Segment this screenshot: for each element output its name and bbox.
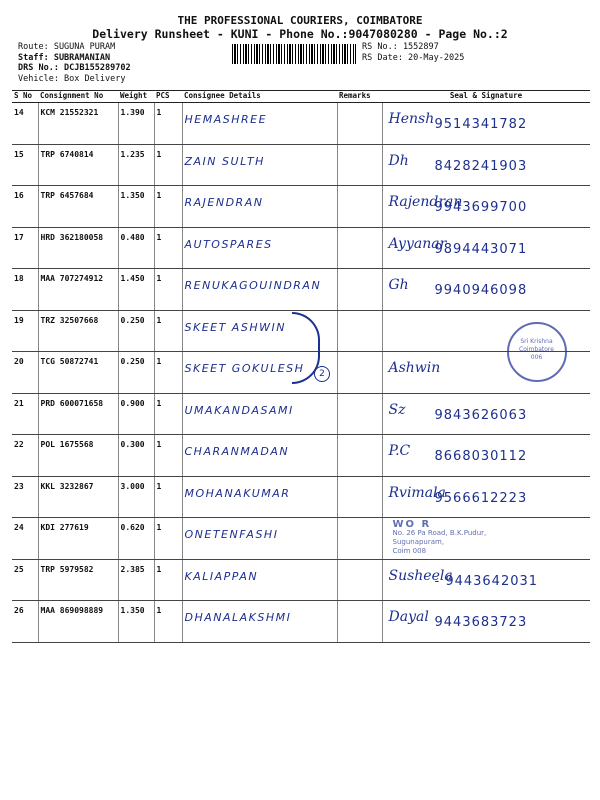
row-consignment: MAA 707274912 — [38, 269, 118, 311]
consignee-name: ONETENFASHI — [184, 528, 279, 541]
row-pcs: 1 — [154, 103, 182, 145]
row-pcs: 1 — [154, 352, 182, 394]
row-remarks — [337, 352, 382, 394]
row-remarks — [337, 269, 382, 311]
table-row — [12, 435, 590, 477]
phone-number: 9894443071 — [434, 241, 528, 257]
consignee-name: HEMASHREE — [184, 113, 268, 126]
barcode — [232, 44, 356, 64]
consignee-name: SKEET GOKULESH — [184, 362, 305, 375]
table-row — [12, 476, 590, 518]
phone-number: 9566612223 — [434, 490, 528, 506]
row-pcs: 1 — [154, 186, 182, 228]
row-weight: 1.350 — [118, 601, 154, 643]
phone-number: 9943699700 — [434, 200, 528, 215]
consignee-name: KALIAPPAN — [184, 569, 259, 583]
table-row — [12, 601, 590, 643]
signature-cell — [385, 338, 589, 393]
row-pcs: 1 — [154, 269, 182, 311]
table-row — [12, 186, 590, 228]
phone-number: - 9443642031 — [434, 573, 539, 589]
consignee-name: AUTOSPARES — [184, 237, 273, 251]
signature-cell — [385, 601, 589, 642]
row-pcs: 1 — [154, 559, 182, 601]
rs-date: RS Date: 20-May-2025 — [362, 52, 465, 63]
row-consignment: MAA 869098889 — [38, 601, 118, 643]
table-row — [12, 393, 590, 435]
signature: Rvimala — [388, 484, 446, 501]
row-sno: 22 — [12, 435, 38, 477]
round-stamp — [507, 322, 567, 382]
row-remarks — [337, 227, 382, 269]
row-sno: 20 — [12, 352, 38, 394]
row-remarks — [337, 186, 382, 228]
stamp-line1: Sri Krishna — [520, 338, 553, 345]
col-sno: S No — [12, 91, 38, 103]
col-details: Consignee Details — [182, 91, 337, 103]
row-consignment: TRP 5979582 — [38, 559, 118, 601]
signature-cell — [385, 269, 589, 310]
signature-cell — [385, 103, 589, 144]
consignee-name: MOHANAKUMAR — [184, 486, 291, 500]
row-weight: 0.250 — [118, 310, 154, 352]
consignee-name: ZAIN SULTH — [184, 154, 265, 168]
signature: Dayal — [388, 609, 429, 625]
row-pcs: 1 — [154, 227, 182, 269]
row-pcs: 1 — [154, 601, 182, 643]
shop-name: WO R — [392, 519, 432, 530]
row-pcs: 1 — [154, 476, 182, 518]
table-row — [12, 559, 590, 601]
row-pcs: 1 — [154, 393, 182, 435]
row-weight: 0.300 — [118, 435, 154, 477]
phone-number: 9843626063 — [434, 407, 528, 423]
row-weight: 0.480 — [118, 227, 154, 269]
row-weight: 1.450 — [118, 269, 154, 311]
consignee-name: RAJENDRAN — [184, 196, 264, 209]
row-remarks — [337, 476, 382, 518]
row-pcs: 1 — [154, 518, 182, 560]
signature-cell — [385, 477, 589, 518]
phone-number: 9940946098 — [434, 283, 528, 298]
meta-right — [362, 42, 464, 63]
row-remarks — [337, 435, 382, 477]
consignee-name: SKEET ASHWIN — [184, 320, 286, 334]
row-sno: 16 — [12, 186, 38, 228]
shop-stamp — [393, 520, 558, 556]
signature-cell — [385, 228, 589, 269]
signature: Hensh — [388, 111, 435, 127]
row-sno: 18 — [12, 269, 38, 311]
signature-cell — [385, 560, 589, 601]
row-sno: 21 — [12, 393, 38, 435]
table-row — [12, 227, 590, 269]
col-seal: Seal & Signature — [382, 91, 590, 103]
phone-number: 8428241903 — [434, 158, 528, 174]
row-sno: 24 — [12, 518, 38, 560]
signature-cell — [385, 186, 589, 227]
signature: Ayyanar — [388, 235, 447, 252]
signature-cell — [385, 518, 589, 559]
shop-addr1: No. 26 Pa Road, B.K.Pudur, — [392, 529, 487, 537]
col-pcs: PCS — [154, 91, 182, 103]
table-row — [12, 144, 590, 186]
signature-cell — [385, 435, 589, 476]
row-remarks — [337, 103, 382, 145]
signature: Dh — [388, 152, 409, 169]
vehicle: Vehicle: Box Delivery — [18, 73, 126, 84]
row-weight: 0.900 — [118, 393, 154, 435]
row-remarks — [337, 518, 382, 560]
route: Route: SUGUNA PURAM — [18, 42, 116, 52]
stamp-line2: Coimbatore — [519, 346, 554, 353]
phone-number: 9514341782 — [434, 117, 528, 132]
stamp-line3: 006 — [530, 354, 543, 361]
signature: P.C — [388, 443, 411, 459]
consignee-name: UMAKANDASAMI — [184, 403, 294, 417]
row-weight: 0.250 — [118, 352, 154, 394]
phone-number: 9443683723 — [434, 615, 528, 630]
meta-left — [18, 42, 131, 84]
phone-number: 8668030112 — [434, 449, 528, 464]
row-consignment: HRD 362180058 — [38, 227, 118, 269]
consignee-name: DHANALAKSHMI — [184, 611, 292, 624]
row-sno: 19 — [12, 310, 38, 352]
row-weight: 0.620 — [118, 518, 154, 560]
row-sno: 17 — [12, 227, 38, 269]
col-remarks: Remarks — [337, 91, 382, 103]
staff: Staff: SUBRAMANIAN — [18, 52, 111, 63]
row-consignment: TCG 50872741 — [38, 352, 118, 394]
row-pcs: 1 — [154, 435, 182, 477]
signature: Susheela — [388, 567, 453, 584]
row-consignment: KKL 3232867 — [38, 476, 118, 518]
col-consignment: Consignment No — [38, 91, 118, 103]
row-remarks — [337, 559, 382, 601]
signature: Gh — [388, 277, 409, 293]
row-weight: 1.390 — [118, 103, 154, 145]
table-row — [12, 103, 590, 145]
table-row — [12, 518, 590, 560]
shop-addr3: Coim 008 — [392, 547, 427, 555]
signature: Rajendran — [388, 194, 463, 210]
row-weight: 3.000 — [118, 476, 154, 518]
row-consignment: KCM 21552321 — [38, 103, 118, 145]
row-consignment: TRZ 32507668 — [38, 310, 118, 352]
row-pcs: 1 — [154, 144, 182, 186]
row-remarks — [337, 310, 382, 352]
col-weight: Weight — [118, 91, 154, 103]
table-row — [12, 269, 590, 311]
row-sno: 23 — [12, 476, 38, 518]
signature: Sz — [388, 401, 406, 418]
bracket-note: 2 — [314, 366, 330, 382]
row-consignment: KDI 277619 — [38, 518, 118, 560]
shop-addr2: Sugunapuram, — [392, 538, 445, 546]
row-weight: 2.385 — [118, 559, 154, 601]
row-remarks — [337, 144, 382, 186]
row-sno: 25 — [12, 559, 38, 601]
row-weight: 1.235 — [118, 144, 154, 186]
row-sno: 26 — [12, 601, 38, 643]
table-header — [12, 91, 590, 103]
row-consignment: PRD 600071658 — [38, 393, 118, 435]
company-title: THE PROFESSIONAL COURIERS, COIMBATORE — [177, 14, 423, 27]
row-consignment: TRP 6740814 — [38, 144, 118, 186]
consignee-name: RENUKAGOUINDRAN — [184, 279, 322, 292]
row-pcs: 1 — [154, 310, 182, 352]
row-remarks — [337, 393, 382, 435]
row-remarks — [337, 601, 382, 643]
row-sno: 14 — [12, 103, 38, 145]
signature: Ashwin — [388, 360, 441, 376]
signature-cell — [385, 394, 589, 435]
row-consignment: TRP 6457684 — [38, 186, 118, 228]
row-sno: 15 — [12, 144, 38, 186]
row-weight: 1.350 — [118, 186, 154, 228]
consignee-name: CHARANMADAN — [184, 445, 290, 458]
row-consignment: POL 1675568 — [38, 435, 118, 477]
rs-number: RS No.: 1552897 — [362, 42, 439, 52]
drs-number: DRS No.: DCJB155289702 — [18, 63, 131, 73]
signature-cell — [385, 145, 589, 186]
runsheet-title: Delivery Runsheet - KUNI - Phone No.:9047080280 - Page No.:2 — [92, 27, 508, 41]
